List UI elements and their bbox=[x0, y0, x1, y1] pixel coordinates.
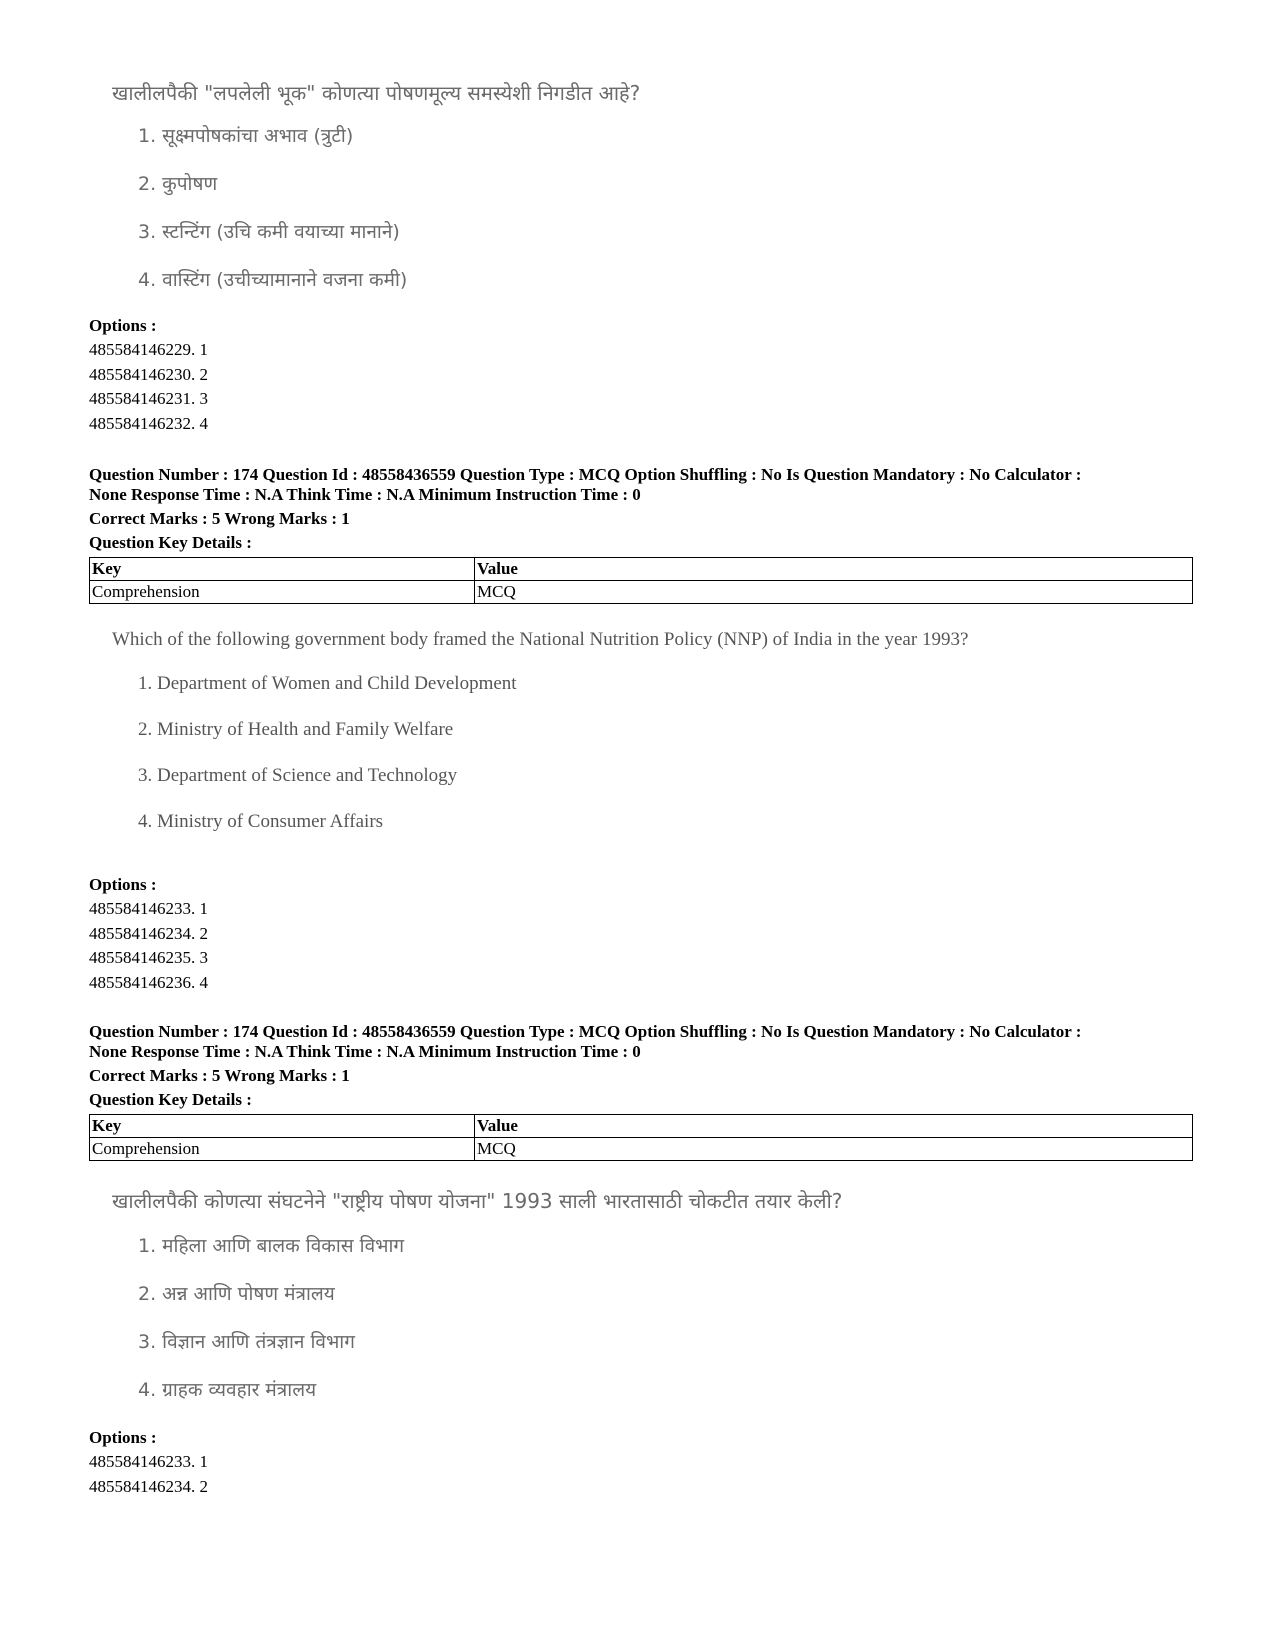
question-1-choice: 3. स्टन्टिंग (उचि कमी वयाच्या मानाने) bbox=[138, 221, 400, 243]
question-2-meta bbox=[89, 465, 1193, 604]
question-1-stem: खालीलपैकी "लपलेली भूक" कोणत्या पोषणमूल्य समस्येशी निगडीत आहे? bbox=[112, 81, 641, 105]
table-header-key: Key bbox=[90, 1115, 475, 1138]
question-3-stem: खालीलपैकी कोणत्या संघटनेने "राष्ट्रीय पोषण योजना" 1993 साली भारतासाठी चोकटीत तयार केली? bbox=[112, 1189, 843, 1213]
table-header-value: Value bbox=[475, 1115, 1193, 1138]
table-cell-value: MCQ bbox=[475, 1138, 1193, 1161]
question-3-meta bbox=[89, 1022, 1193, 1161]
question-1-options bbox=[89, 314, 208, 436]
question-2-choice: 1. Department of Women and Child Development bbox=[138, 673, 517, 694]
marks-line: Correct Marks : 5 Wrong Marks : 1 bbox=[89, 1066, 350, 1085]
question-3-choice: 2. अन्न आणि पोषण मंत्रालय bbox=[138, 1283, 335, 1305]
question-2-options bbox=[89, 873, 208, 995]
options-label: Options : bbox=[89, 1428, 157, 1447]
table-header-key: Key bbox=[90, 558, 475, 581]
question-2-choice: 4. Ministry of Consumer Affairs bbox=[138, 811, 384, 832]
question-1-choice: 4. वास्टिंग (उचीच्यामानाने वजना कमी) bbox=[138, 269, 408, 291]
table-row bbox=[90, 1115, 1193, 1138]
question-meta-line: None Response Time : N.A Think Time : N.A Minimum Instruction Time : 0 bbox=[89, 485, 641, 504]
table-row bbox=[90, 558, 1193, 581]
option-id: 485584146230. 2 bbox=[89, 364, 208, 384]
option-id: 485584146229. 1 bbox=[89, 340, 208, 359]
question-1-choice: 1. सूक्ष्मपोषकांचा अभाव (त्रुटी) bbox=[138, 125, 354, 147]
key-details-table bbox=[89, 1114, 1193, 1161]
key-details-label: Question Key Details : bbox=[89, 533, 252, 552]
question-2-image bbox=[112, 628, 1012, 856]
question-3-choice: 4. ग्राहक व्यवहार मंत्रालय bbox=[138, 1379, 317, 1401]
option-id: 485584146234. 2 bbox=[89, 1476, 208, 1496]
question-2-choice: 3. Department of Science and Technology bbox=[138, 765, 458, 786]
table-cell-key: Comprehension bbox=[90, 1138, 475, 1161]
table-row bbox=[90, 581, 1193, 604]
table-cell-value: MCQ bbox=[475, 581, 1193, 604]
question-2-choice: 2. Ministry of Health and Family Welfare bbox=[138, 719, 454, 740]
option-id: 485584146233. 1 bbox=[89, 1452, 208, 1471]
key-details-label: Question Key Details : bbox=[89, 1090, 252, 1109]
marks-line: Correct Marks : 5 Wrong Marks : 1 bbox=[89, 509, 350, 528]
option-id: 485584146231. 3 bbox=[89, 389, 208, 408]
question-3-options bbox=[89, 1426, 208, 1499]
table-row bbox=[90, 1138, 1193, 1161]
option-id: 485584146235. 3 bbox=[89, 948, 208, 967]
table-header-value: Value bbox=[475, 558, 1193, 581]
table-cell-key: Comprehension bbox=[90, 581, 475, 604]
option-id: 485584146236. 4 bbox=[89, 972, 208, 992]
question-1-choice: 2. कुपोषण bbox=[138, 173, 218, 195]
question-3-image bbox=[112, 1188, 842, 1426]
option-id: 485584146234. 2 bbox=[89, 923, 208, 943]
question-2-stem: Which of the following government body framed the National Nutrition Policy (NNP) of India in the year 1993? bbox=[112, 629, 969, 650]
options-label: Options : bbox=[89, 316, 157, 335]
options-label: Options : bbox=[89, 875, 157, 894]
question-3-choice: 3. विज्ञान आणि तंत्रज्ञान विभाग bbox=[138, 1331, 355, 1353]
question-meta-line: Question Number : 174 Question Id : 48558436559 Question Type : MCQ Option Shuffling : No Is Question Mandatory : No Calculator : bbox=[89, 465, 1082, 484]
key-details-table bbox=[89, 557, 1193, 604]
question-1-image bbox=[112, 80, 640, 316]
option-id: 485584146232. 4 bbox=[89, 413, 208, 433]
question-meta-line: Question Number : 174 Question Id : 48558436559 Question Type : MCQ Option Shuffling : No Is Question Mandatory : No Calculator : bbox=[89, 1022, 1082, 1041]
question-meta-line: None Response Time : N.A Think Time : N.A Minimum Instruction Time : 0 bbox=[89, 1042, 641, 1061]
question-3-choice: 1. महिला आणि बालक विकास विभाग bbox=[138, 1235, 405, 1257]
option-id: 485584146233. 1 bbox=[89, 899, 208, 918]
